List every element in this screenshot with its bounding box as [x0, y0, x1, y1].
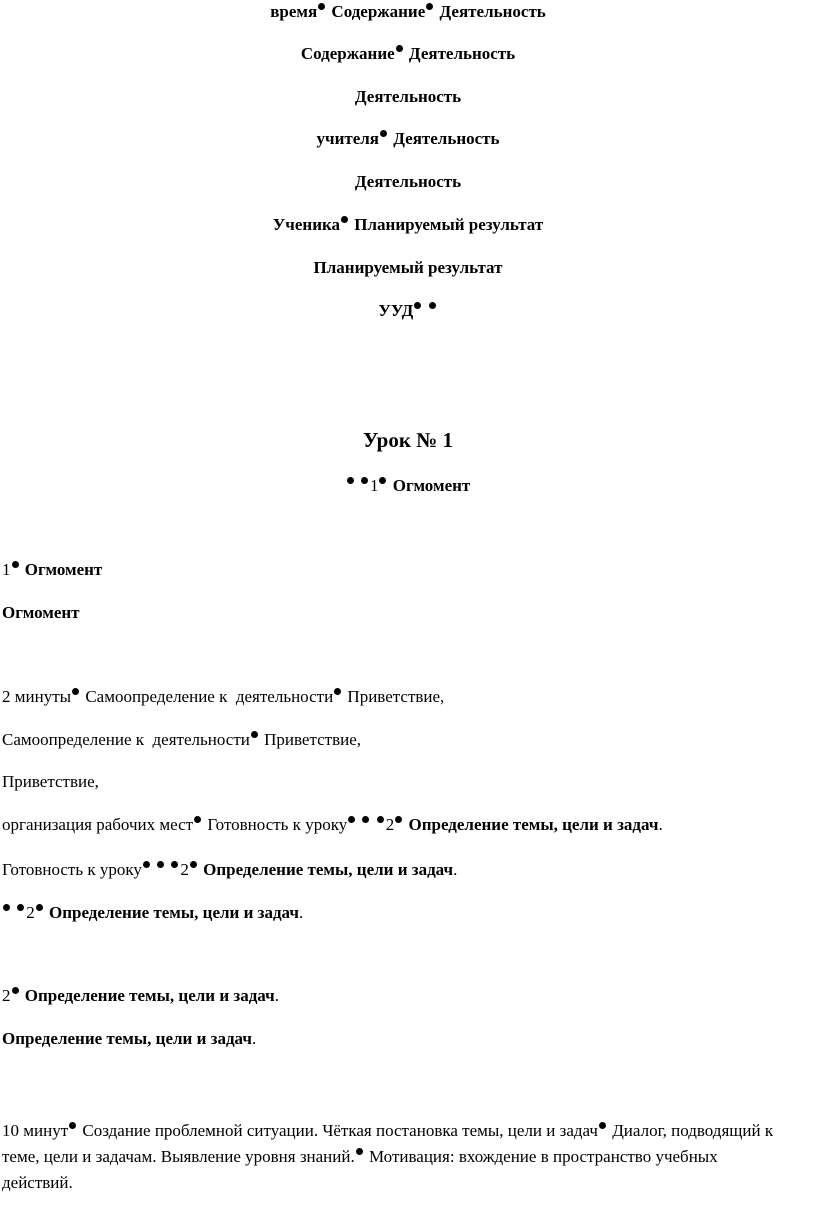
bullet-icon — [12, 561, 19, 568]
step2-label-repeat — [2, 1029, 816, 1049]
step-label: Определение темы, цели и задач — [203, 860, 454, 879]
bullet-icon — [361, 477, 368, 484]
step-label: Определение темы, цели и задач — [24, 986, 275, 1005]
step-label: Огмомент — [392, 476, 471, 495]
bullet-icon — [3, 904, 10, 911]
bullet-icon — [194, 816, 201, 823]
header-line-1 — [0, 2, 816, 22]
header-teacher: учителя — [316, 129, 379, 148]
header-line-2 — [0, 44, 816, 64]
step-number: 2 — [26, 903, 35, 922]
bullet-icon — [190, 861, 197, 868]
workplace-text: организация рабочих мест — [2, 815, 194, 834]
header-line-3 — [0, 87, 816, 107]
content-line-6 — [2, 903, 816, 923]
bullet-icon — [426, 3, 433, 10]
bullet-icon — [379, 477, 386, 484]
header-content: Содержание — [331, 2, 426, 21]
header-uud: УУД — [378, 301, 414, 320]
bullet-icon — [395, 816, 402, 823]
content-line-4 — [2, 815, 816, 835]
step1-label-repeat: Огмомент — [2, 603, 80, 622]
greeting-text: Приветствие, — [347, 687, 445, 706]
period: . — [453, 860, 458, 879]
step2-line — [2, 986, 816, 1006]
step1-line — [2, 560, 816, 580]
content-line-5 — [2, 860, 816, 880]
bullet-icon — [377, 816, 384, 823]
header-line-6 — [0, 215, 816, 235]
bullet-icon — [36, 904, 43, 911]
bullet-icon — [17, 904, 24, 911]
bullet-icon — [69, 1122, 76, 1129]
step-label: Определение темы, цели и задач — [408, 815, 659, 834]
bullet-icon — [429, 302, 436, 309]
step-number: 2 — [385, 815, 395, 834]
step-label: Определение темы, цели и задач — [2, 1029, 252, 1048]
time-text: 10 минут — [2, 1121, 69, 1140]
content-line-3: Приветствие, — [2, 772, 99, 791]
bullet-icon — [356, 1148, 363, 1155]
readiness-text: Готовность к уроку — [207, 815, 348, 834]
motivation-text: Мотивация: вхождение в пространство учебных действий. — [2, 1147, 718, 1192]
header-time: время — [270, 2, 318, 21]
bullet-icon — [348, 816, 355, 823]
step-number: 2 — [2, 986, 11, 1005]
greeting-text: Приветствие, — [264, 730, 361, 749]
bullet-icon — [341, 216, 348, 223]
header-result: Планируемый результат — [354, 215, 544, 234]
time-text: 2 минуты — [2, 687, 72, 706]
header-result: Планируемый результат — [313, 258, 503, 277]
header-content: Содержание — [300, 44, 395, 63]
activity-text: Самоопределение к деятельности — [85, 687, 334, 706]
step-label: Огмомент — [24, 560, 103, 579]
bullet-icon — [171, 861, 178, 868]
activity-text: Самоопределение к деятельности — [2, 730, 250, 749]
header-line-4 — [0, 129, 816, 149]
lesson-step-line — [0, 476, 816, 496]
problem-text: Создание проблемной ситуации. Чёткая постановка темы, цели и задач — [82, 1121, 598, 1140]
period: . — [251, 1029, 257, 1048]
period: . — [274, 986, 279, 1005]
bullet-icon — [334, 688, 341, 695]
bullet-icon — [362, 816, 369, 823]
step-number: 1 — [369, 476, 379, 495]
header-line-7 — [0, 258, 816, 278]
bullet-icon — [157, 861, 164, 868]
step-number: 2 — [180, 860, 189, 879]
header-line-8 — [0, 301, 816, 321]
period: . — [658, 815, 663, 834]
header-student: Ученика — [272, 215, 341, 234]
bullet-icon — [347, 477, 354, 484]
step2-paragraph — [2, 1118, 792, 1196]
header-activity: Деятельность — [408, 44, 516, 63]
header-line-5 — [0, 172, 816, 192]
bullet-icon — [414, 302, 421, 309]
bullet-icon — [396, 45, 403, 52]
lesson-title: Урок № 1 — [362, 428, 454, 452]
readiness-text: Готовность к уроку — [2, 860, 142, 879]
dialog-text: Диалог, подводящий к теме, цели и задачам. Выявление уровня знаний. — [2, 1121, 774, 1166]
content-line-2 — [2, 730, 816, 750]
step-label: Определение темы, цели и задач — [49, 903, 299, 922]
bullet-icon — [72, 688, 79, 695]
bullet-icon — [143, 861, 150, 868]
content-line-1 — [2, 687, 816, 707]
bullet-icon — [380, 130, 387, 137]
step-number: 1 — [2, 560, 11, 579]
header-activity: Деятельность — [393, 129, 500, 148]
header-activity: Деятельность — [354, 87, 462, 106]
header-activity: Деятельность — [439, 2, 546, 21]
bullet-icon — [251, 731, 258, 738]
bullet-icon — [12, 987, 19, 994]
header-activity: Деятельность — [354, 172, 462, 191]
bullet-icon — [318, 3, 325, 10]
bullet-icon — [599, 1122, 606, 1129]
period: . — [298, 903, 304, 922]
